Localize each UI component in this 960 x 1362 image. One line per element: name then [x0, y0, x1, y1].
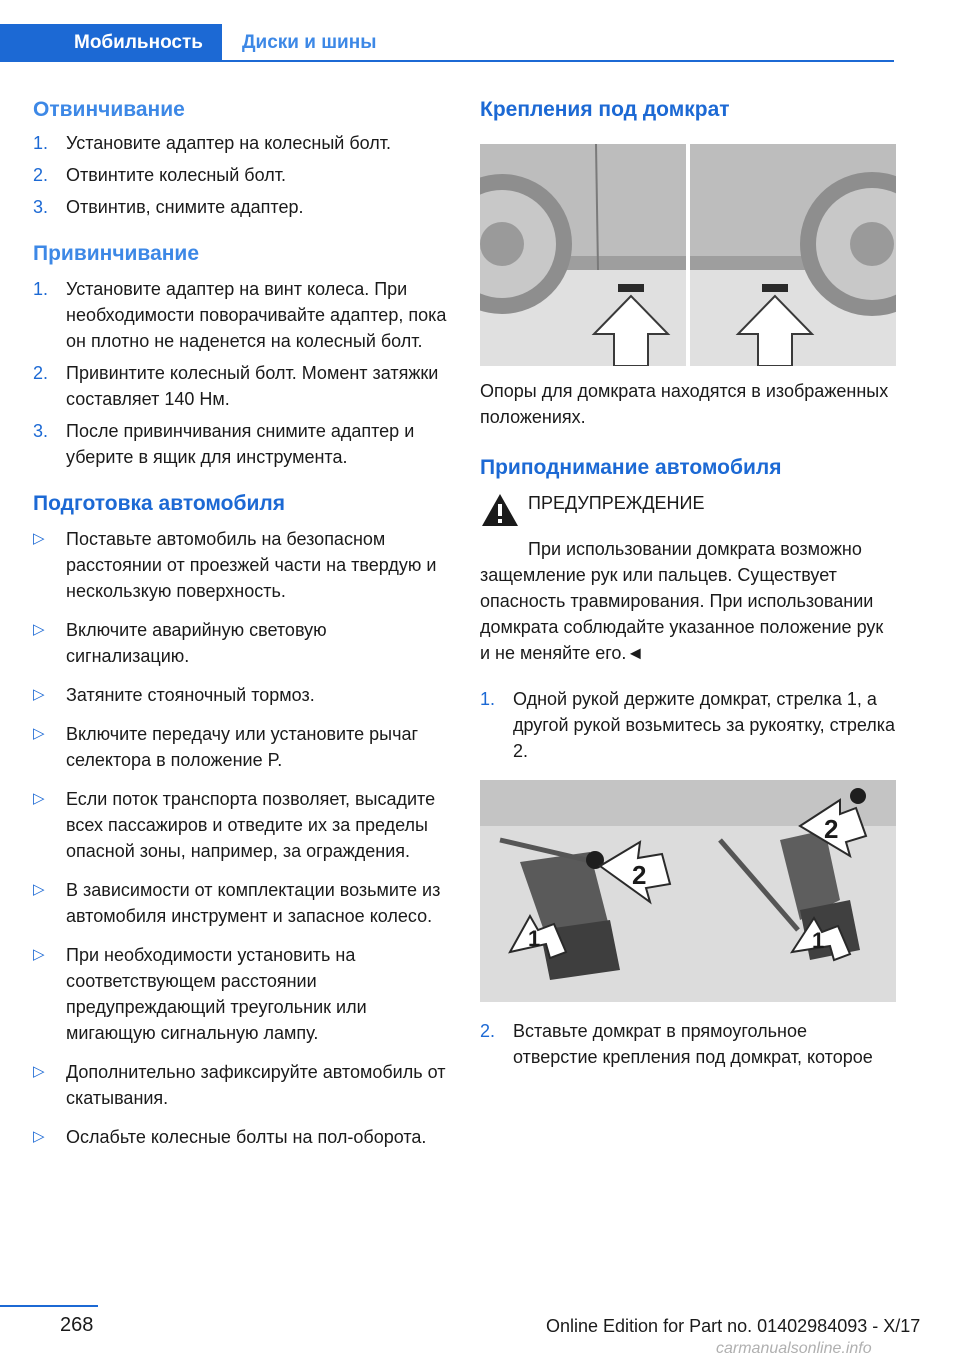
edition-text: Online Edition for Part no. 01402984093 - X/17 — [546, 1316, 921, 1336]
list-item: 3. Отвинтив, снимите адаптер. — [33, 197, 304, 217]
list-item: 2. Привинтите колесный болт. Момент затяжки составляет 140 Нм. — [33, 363, 439, 409]
arrow-label: 2 — [632, 860, 647, 890]
jack-points-caption: Опоры для домкрата находятся в изображенных положениях. — [480, 381, 889, 427]
triangle-bullet-icon: ▷ — [33, 946, 45, 963]
watermark: carmanualsonline.info — [716, 1340, 872, 1357]
jack-points-title: Крепления под домкрат — [480, 98, 730, 121]
triangle-bullet-icon: ▷ — [33, 1128, 45, 1145]
list-item: ▷ Включите аварийную световую сигнализацию. — [33, 617, 453, 669]
list-item: ▷ В зависимости от комплектации возьмите из автомобиля инструмент и запасное колесо. — [33, 877, 453, 929]
jack-handling-figure — [480, 780, 896, 1002]
jack-points-illustration — [480, 144, 896, 366]
warning-box — [480, 486, 896, 536]
left-column — [33, 98, 453, 1172]
list-item: 3. После привинчивания снимите адаптер и уберите в ящик для инструмента. — [33, 421, 415, 467]
lifting-title: Приподнимание автомобиля — [480, 456, 782, 479]
list-item: ▷ Дополнительно зафиксируйте автомобиль от скатывания. — [33, 1059, 453, 1111]
unscrew-title: Отвинчивание — [33, 98, 185, 121]
list-item: 1. Установите адаптер на винт колеса. При необходимости поворачивайте адаптер, пока он плотно не наденется на колесный болт. — [33, 279, 447, 351]
triangle-bullet-icon: ▷ — [33, 686, 45, 703]
warning-triangle-icon — [480, 492, 528, 536]
list-item: ▷ Поставьте автомобиль на безопасном расстоянии от проезжей части на твердую и нескользкую поверхность. — [33, 526, 453, 604]
arrow-label: 1 — [812, 928, 825, 953]
right-column — [480, 98, 896, 1092]
triangle-bullet-icon: ▷ — [33, 725, 45, 742]
page-number-rule — [0, 1305, 98, 1307]
arrow-label: 2 — [824, 814, 839, 844]
triangle-bullet-icon: ▷ — [33, 881, 45, 898]
chapter-tab: Диски и шины — [242, 32, 377, 53]
list-item: 2. Отвинтите колесный болт. — [33, 165, 286, 185]
header-rule — [222, 60, 894, 62]
arrow-label: 1 — [528, 926, 541, 951]
lifting-steps-a — [480, 686, 896, 764]
triangle-bullet-icon: ▷ — [33, 1063, 45, 1080]
list-item: 1. Одной рукой держите домкрат, стрелка 1, а другой рукой возьмитесь за рукоятку, стрелка 2. — [480, 689, 896, 761]
warning-label: ПРЕДУПРЕЖДЕНИЕ — [528, 493, 705, 513]
section-tab: Мобильность — [0, 24, 222, 62]
screw-title: Привинчивание — [33, 242, 200, 265]
jack-points-figure — [480, 144, 896, 366]
lifting-steps-b — [480, 1018, 896, 1070]
page-header — [0, 0, 960, 62]
page-number: 268 — [60, 1314, 94, 1336]
unscrew-steps — [33, 130, 453, 220]
list-item: ▷ Ослабьте колесные болты на пол-оборота. — [33, 1124, 453, 1150]
triangle-bullet-icon: ▷ — [33, 530, 45, 547]
screw-steps — [33, 276, 453, 470]
list-item: ▷ При необходимости установить на соответствующем расстоянии предупреждающий треугольник или мигающую сигнальную лампу. — [33, 942, 453, 1046]
warning-text: При использовании домкрата возможно защемление рук или пальцев. Существует опасность травмирования. При использовании домкрата соблюдайте указанное положение рук и не меняйте его.◄ — [480, 539, 884, 663]
list-item: ▷ Включите передачу или установите рычаг селектора в положение P. — [33, 721, 453, 773]
list-item: 1. Установите адаптер на колесный болт. — [33, 133, 392, 153]
prep-list — [33, 526, 453, 1150]
prep-title: Подготовка автомобиля — [33, 492, 285, 515]
triangle-bullet-icon: ▷ — [33, 621, 45, 638]
jack-handling-illustration — [480, 780, 896, 1002]
list-item: ▷ Затяните стояночный тормоз. — [33, 682, 453, 708]
list-item: ▷ Если поток транспорта позволяет, высадите всех пассажиров и отведите их за пределы опасной зоны, например, за ограждения. — [33, 786, 453, 864]
list-item: 2. Вставьте домкрат в прямоугольное отверстие крепления под домкрат, которое — [480, 1021, 873, 1067]
triangle-bullet-icon: ▷ — [33, 790, 45, 807]
